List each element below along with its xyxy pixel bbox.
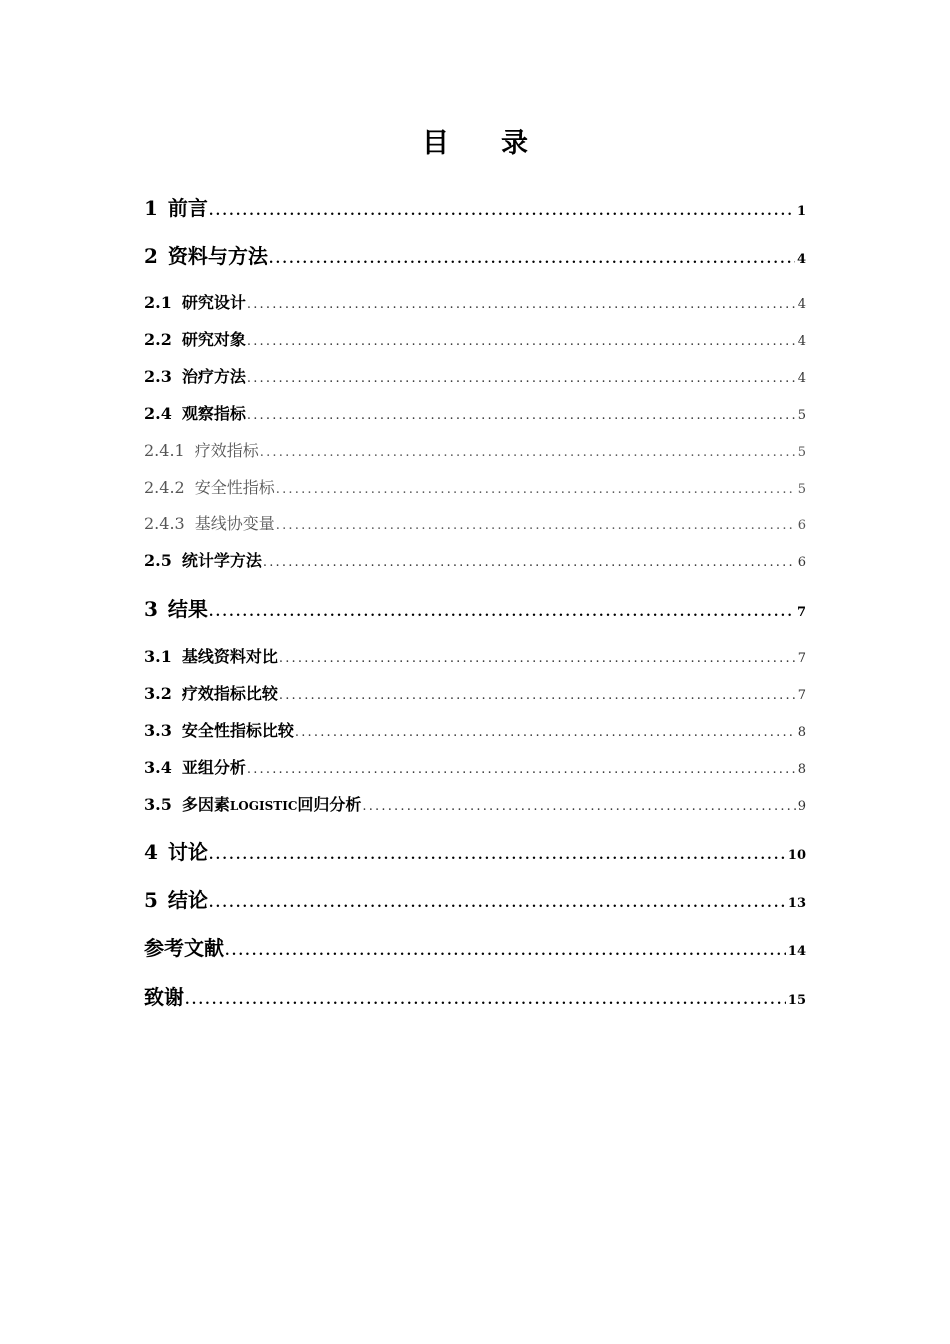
toc-leader-dots	[362, 794, 795, 820]
toc-entry-number: 3.4	[144, 758, 172, 777]
toc-entry-label-prefix: 多因素	[181, 795, 230, 814]
toc-entry-label: 致谢	[144, 985, 184, 1009]
toc-entry-label: 基线资料对比	[181, 647, 278, 666]
toc-entry-number: 3	[144, 597, 158, 621]
toc-leader-dots	[247, 403, 796, 429]
toc-entry-number: 1	[144, 196, 158, 220]
toc-leader-dots	[247, 366, 796, 392]
toc-entry-label	[182, 792, 362, 819]
toc-entry-number: 3.3	[144, 721, 172, 740]
toc-entry-label: 研究设计	[181, 293, 246, 312]
toc-entry-label: 讨论	[167, 840, 208, 864]
toc-leader-dots	[279, 646, 796, 672]
toc-leader-dots	[263, 550, 796, 576]
toc-entry-page: 6	[797, 518, 806, 533]
toc-entry-label: 资料与方法	[167, 244, 268, 268]
toc-leader-dots	[260, 440, 796, 466]
toc-leader-dots	[247, 292, 796, 318]
toc-entry-page: 6	[797, 555, 806, 570]
toc-entry-label: 安全性指标	[194, 478, 275, 497]
toc-entry-number: 3.5	[144, 795, 172, 814]
toc-entry-page: 8	[797, 762, 806, 777]
toc-entry[interactable]	[144, 681, 806, 707]
toc-entry[interactable]	[144, 511, 806, 537]
toc-leader-dots	[269, 245, 795, 275]
toc-entry[interactable]	[144, 718, 806, 744]
toc-entry-label: 结论	[167, 888, 208, 912]
toc-entry-page: 5	[797, 445, 806, 460]
toc-leader-dots	[185, 986, 786, 1016]
toc-leader-dots	[209, 889, 786, 919]
toc-entry-label: 统计学方法	[181, 551, 262, 570]
toc-entry-number: 3.1	[144, 647, 172, 666]
toc-leader-dots	[209, 598, 795, 628]
toc-entry[interactable]	[144, 241, 806, 271]
toc-leader-dots	[225, 937, 786, 967]
toc-entry[interactable]	[144, 364, 806, 390]
toc-entry[interactable]	[144, 548, 806, 574]
toc-entry-page: 13	[787, 896, 806, 911]
toc-entry-label: 基线协变量	[194, 514, 275, 533]
toc-entry[interactable]	[144, 401, 806, 427]
toc-entry-label: 结果	[167, 597, 208, 621]
toc-entry-page: 4	[796, 252, 806, 267]
toc-leader-dots	[279, 683, 796, 709]
toc-leader-dots	[276, 477, 796, 503]
toc-entry[interactable]	[144, 594, 806, 624]
toc-entry-number: 2.1	[144, 293, 172, 312]
toc-entry[interactable]	[144, 792, 806, 818]
toc-entry-page: 7	[797, 688, 806, 703]
toc-entry-page: 7	[797, 651, 806, 666]
toc-entry[interactable]	[144, 644, 806, 670]
toc-entry-number: 2.4.1	[144, 441, 185, 460]
toc-entry-label: 观察指标	[181, 404, 246, 423]
toc-leader-dots	[209, 197, 795, 227]
toc-entry-label: 治疗方法	[181, 367, 246, 386]
toc-entry[interactable]	[144, 933, 806, 963]
toc-entry-number: 2.4	[144, 404, 172, 423]
toc-entry-label: 参考文献	[144, 936, 224, 960]
page-title-part-1: 目	[422, 128, 449, 159]
toc-leader-dots	[247, 757, 796, 783]
toc-entry-label-latin: LOGISTIC	[229, 799, 298, 813]
toc-entry-page: 8	[797, 725, 806, 740]
toc-entry-number: 2.4.3	[144, 514, 185, 533]
toc-entry[interactable]	[144, 982, 806, 1012]
toc-entry[interactable]	[144, 438, 806, 464]
toc-entry-page: 10	[787, 848, 806, 863]
toc-entry-number: 5	[144, 888, 158, 912]
page-title-part-2: 录	[501, 128, 528, 159]
toc-entry-page: 5	[797, 482, 806, 497]
toc-leader-dots	[295, 720, 796, 746]
toc-leader-dots	[247, 329, 796, 355]
toc-entry-label: 亚组分析	[181, 758, 246, 777]
toc-entry-number: 4	[144, 840, 158, 864]
toc-entry-label: 研究对象	[181, 330, 246, 349]
toc-entry-label-suffix: 回归分析	[297, 795, 362, 814]
toc-entry-number: 2.2	[144, 330, 172, 349]
toc-entry-page: 15	[787, 993, 806, 1008]
toc-leader-dots	[209, 841, 786, 871]
toc-entry-number: 2.3	[144, 367, 172, 386]
toc-entry-label: 疗效指标比较	[181, 684, 278, 703]
toc-entry-label: 安全性指标比较	[181, 721, 294, 740]
toc-entry-page: 7	[796, 605, 806, 620]
toc-leader-dots	[276, 513, 796, 539]
toc-entry-number: 3.2	[144, 684, 172, 703]
toc-entry-number: 2	[144, 244, 158, 268]
toc-entry-page: 4	[797, 297, 806, 312]
toc-entry[interactable]	[144, 290, 806, 316]
toc-entry[interactable]	[144, 475, 806, 501]
toc-entry[interactable]	[144, 885, 806, 915]
toc-entry[interactable]	[144, 327, 806, 353]
toc-entry-page: 14	[787, 944, 806, 959]
toc-entry-page: 4	[797, 334, 806, 349]
toc-entry[interactable]	[144, 193, 806, 223]
page-title	[0, 124, 950, 164]
toc-entry-number: 2.4.2	[144, 478, 185, 497]
toc-entry-number: 2.5	[144, 551, 172, 570]
toc-entry[interactable]	[144, 837, 806, 867]
toc-entry-page: 1	[796, 204, 806, 219]
toc-entry-page: 5	[797, 408, 806, 423]
toc-entry-page: 4	[797, 371, 806, 386]
toc-entry[interactable]	[144, 755, 806, 781]
toc-entry-page: 9	[797, 799, 806, 814]
toc-entry-label: 疗效指标	[194, 441, 259, 460]
toc-entry-label: 前言	[167, 196, 208, 220]
